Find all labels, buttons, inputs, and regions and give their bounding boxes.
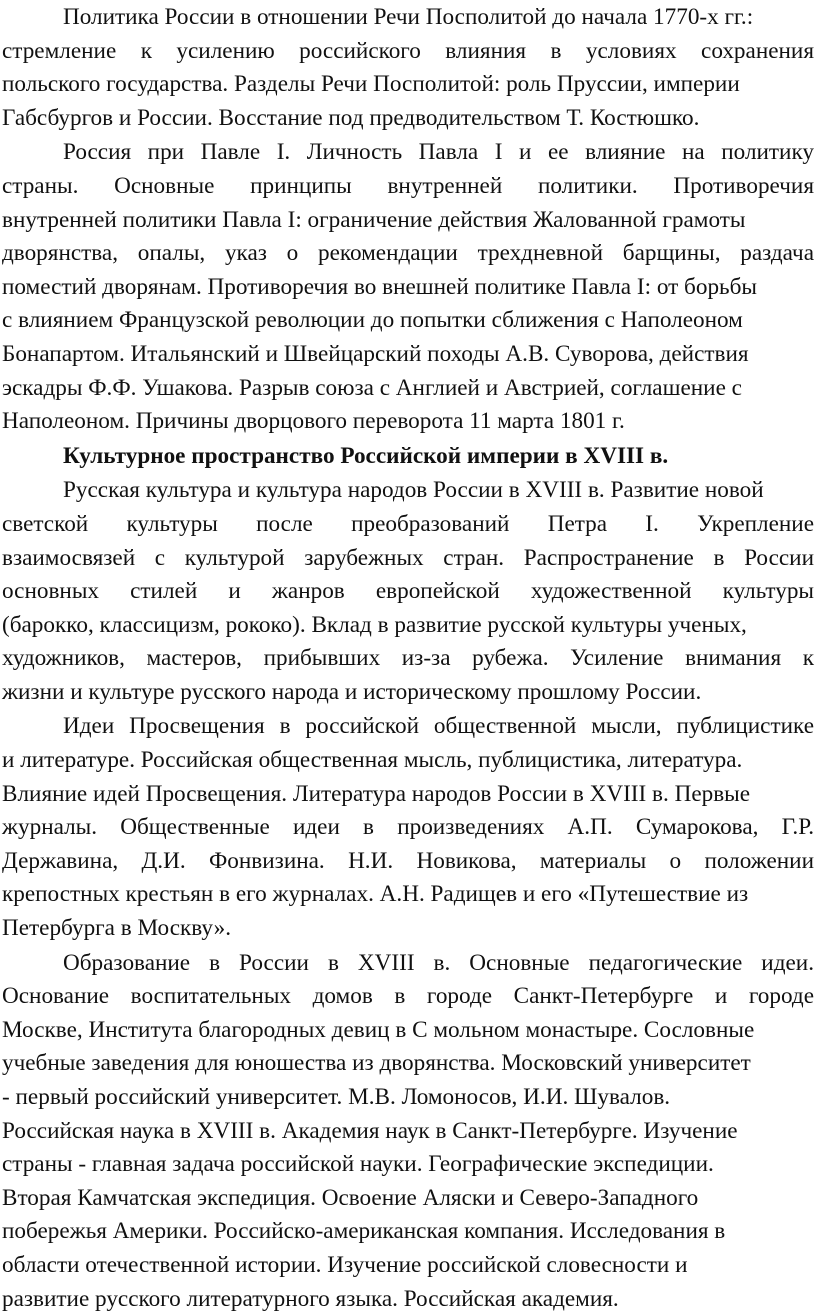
section-heading: [2, 439, 814, 474]
text-line: - первый российский университет. М.В. Ломоносов, И.И. Шувалов.: [2, 1084, 671, 1110]
text-line: побережья Америки. Российско-американская компания. Исследования в: [2, 1218, 726, 1245]
text-line: Россия при Павле I. Личность Павла I и ее влияние на политику: [63, 139, 814, 166]
text-line: Русская культура и культура народов России в XVIII в. Развитие новой: [63, 477, 764, 504]
text-line: поместий дворянам. Противоречия во внешней политике Павла I: от борьбы: [2, 273, 757, 300]
text-line: журналы. Общественные идеи в произведениях А.П. Сумарокова, Г.Р.: [2, 814, 814, 841]
paragraph-poland: [2, 0, 814, 135]
paragraph-enlightenment: [2, 709, 814, 945]
text-line: основных стилей и жанров европейской художественной культуры: [2, 578, 814, 605]
paragraph-paul: [2, 135, 814, 438]
text-line: Культурное пространство Российской империи в XVIII в.: [63, 442, 669, 469]
text-line: Москве, Института благородных девиц в С мольном монастыре. Сословные: [2, 1016, 755, 1043]
text-line: Вторая Камчатская экспедиция. Освоение Аляски и Северо-Западного: [2, 1184, 699, 1211]
text-line: Влияние идей Просвещения. Литература народов России в XVIII в. Первые: [2, 780, 751, 807]
text-line: дворянства, опалы, указ о рекомендации трехдневной барщины, раздача: [2, 240, 814, 267]
text-line: Идеи Просвещения в российской общественной мысли, публицистике: [63, 713, 814, 740]
text-line: области отечественной истории. Изучение российской словесности и: [2, 1251, 688, 1278]
text-line: Державина, Д.И. Фонвизина. Н.И. Новикова, материалы о положении: [2, 847, 814, 874]
text-line: внутренней политики Павла I: ограничение действия Жалованной грамоты: [2, 206, 746, 233]
text-line: Габсбургов и России. Восстание под предводительством Т. Костюшко.: [2, 104, 700, 131]
text-line: с влиянием Французской революции до попытки сближения с Наполеоном: [2, 307, 743, 334]
text-line: стремление к усилению российского влияния в условиях сохранения: [2, 37, 814, 64]
text-line: светской культуры после преобразований Петра I. Укрепление: [2, 510, 814, 537]
text-line: крепостных крестьян в его журналах. А.Н. Радищев и его «Путешествие из: [2, 881, 749, 908]
text-line: Образование в России в XVIII в. Основные педагогические идеи.: [63, 949, 814, 976]
text-line: художников, мастеров, прибывших из-за рубежа. Усиление внимания к: [2, 645, 814, 672]
text-line: взаимосвязей с культурой зарубежных стран. Распространение в России: [2, 544, 814, 571]
text-line: Наполеоном. Причины дворцового переворота 11 марта 1801 г.: [2, 408, 625, 435]
text-line: Бонапартом. Итальянский и Швейцарский походы А.В. Суворова, действия: [2, 340, 749, 367]
text-line: Основание воспитательных домов в городе Санкт-Петербурге и городе: [2, 983, 814, 1010]
paragraph-culture: [2, 473, 814, 709]
text-line: эскадры Ф.Ф. Ушакова. Разрыв союза с Англией и Австрией, соглашение с: [2, 374, 742, 401]
text-line: развитие русского литературного языка. Российская академия.: [2, 1285, 619, 1312]
text-line: польского государства. Разделы Речи Посполитой: роль Пруссии, империи: [2, 71, 740, 98]
text-line: страны. Основные принципы внутренней политики. Противоречия: [2, 172, 814, 199]
text-line: Российская наука в XVIII в. Академия наук в Санкт-Петербурге. Изучение: [2, 1117, 738, 1144]
text-line: жизни и культуре русского народа и историческому прошлому России.: [2, 678, 702, 705]
paragraph-education: [2, 946, 814, 1316]
text-line: (барокко, классицизм, рококо). Вклад в развитие русской культуры ученых,: [2, 611, 747, 638]
text-line: и литературе. Российская общественная мысль, публицистика, литература.: [2, 747, 743, 774]
text-line: страны - главная задача российской науки. Географические экспедиции.: [2, 1151, 714, 1178]
text-line: учебные заведения для юношества из дворянства. Московский университет: [2, 1050, 751, 1077]
text-line: Петербурга в Москву».: [2, 915, 231, 942]
text-line: Политика России в отношении Речи Посполитой до начала 1770-х гг.:: [63, 4, 754, 30]
document-body: [2, 0, 814, 1316]
